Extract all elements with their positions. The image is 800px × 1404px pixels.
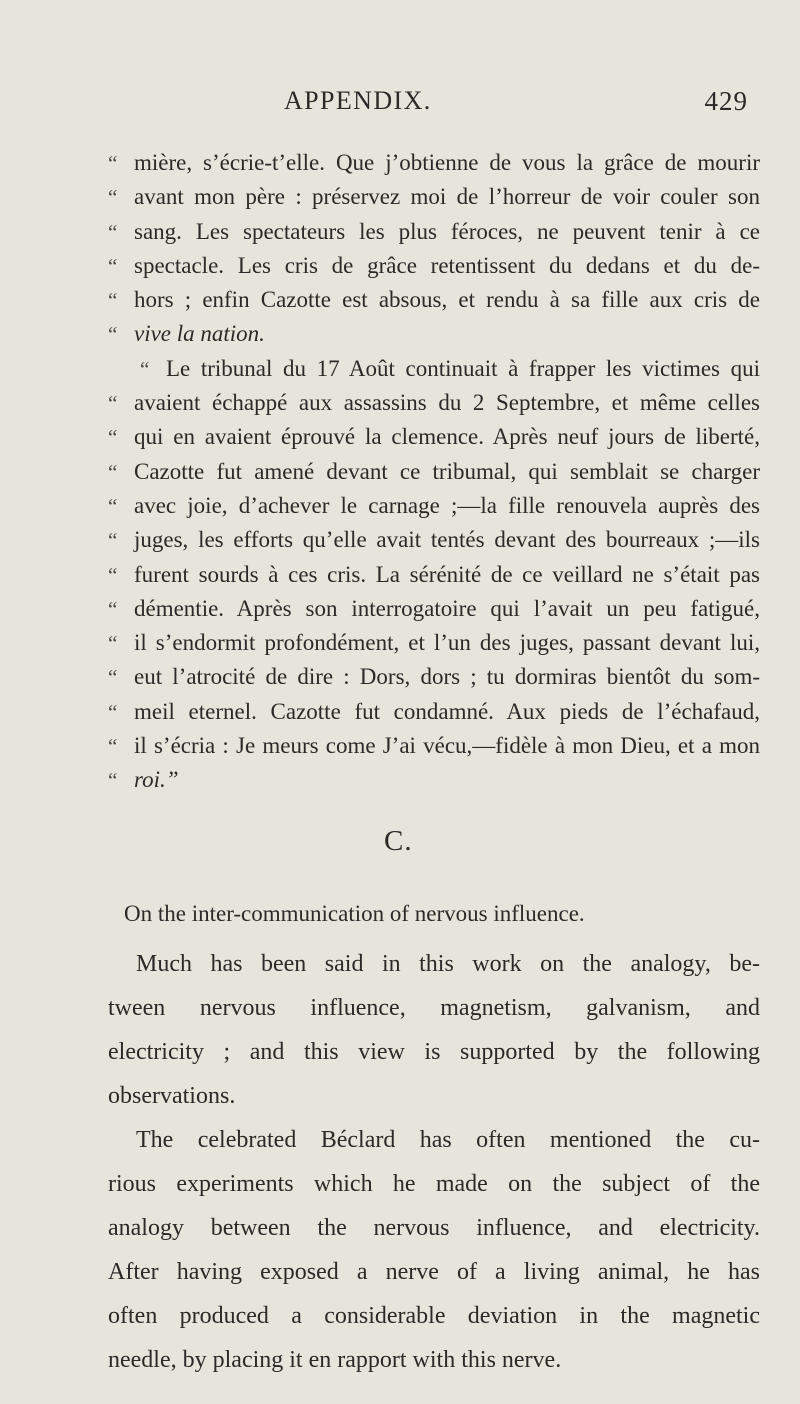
body-line: observations. <box>108 1083 236 1109</box>
quote-line-text: il s’endormit profondément, et l’un des juges, passant devant lui, <box>134 630 760 656</box>
running-title: APPENDIX. <box>284 86 432 115</box>
page-number: 429 <box>704 86 748 116</box>
quote-line <box>108 626 760 660</box>
quote-line-text: avant mon père : préservez moi de l’horreur de voir couler son <box>134 184 760 210</box>
quote-line <box>108 695 760 729</box>
quote-line <box>108 283 760 317</box>
quote-mark: “ <box>108 391 118 416</box>
quote-line <box>108 215 760 249</box>
quote-line <box>108 146 760 180</box>
body-line: electricity ; and this view is supported by the following <box>108 1039 760 1065</box>
quoted-french-passage <box>108 146 760 798</box>
quote-line <box>108 489 760 523</box>
quote-mark: “ <box>108 528 118 553</box>
body-text <box>108 942 760 1382</box>
quote-line <box>108 592 760 626</box>
quote-line <box>108 729 760 763</box>
quote-line-text: roi.” <box>134 767 179 793</box>
quote-mark: “ <box>108 425 118 450</box>
quote-line-text: mière, s’écrie-t’elle. Que j’obtienne de vous la grâce de mourir <box>134 150 760 175</box>
quote-mark: “ <box>140 356 150 381</box>
body-line: needle, by placing it en rapport with this nerve. <box>108 1347 562 1373</box>
quote-line <box>108 558 760 592</box>
quote-mark: “ <box>108 185 118 210</box>
body-line: The celebrated Béclard has often mentioned the cu- <box>136 1127 760 1153</box>
quote-line-text: démentie. Après son interrogatoire qui l’avait un peu fatigué, <box>134 595 760 621</box>
quote-mark: “ <box>108 322 118 347</box>
quote-line <box>108 660 760 694</box>
quote-line <box>108 386 760 420</box>
quote-line-text: qui en avaient éprouvé la clemence. Après neuf jours de liberté, <box>134 424 760 450</box>
quote-line-text: sang. Les spectateurs les plus féroces, ne peuvent tenir à ce <box>134 218 760 244</box>
body-line: rious experiments which he made on the subject of the <box>108 1171 760 1197</box>
quote-line-text: vive la nation. <box>134 321 265 347</box>
quote-line <box>108 180 760 214</box>
quote-line-text: hors ; enfin Cazotte est absous, et rendu à sa fille aux cris de <box>134 287 760 313</box>
quote-line <box>108 455 760 489</box>
quote-mark: “ <box>108 631 118 656</box>
quote-mark: “ <box>108 699 118 724</box>
quote-line-text: Cazotte fut amené devant ce tribumal, qui semblait se charger <box>134 458 760 484</box>
body-line: often produced a considerable deviation in the magnetic <box>108 1303 760 1329</box>
quote-line-text: furent sourds à ces cris. La sérénité de ce veillard ne s’était pas <box>134 561 760 587</box>
section-letter: C. <box>384 825 413 857</box>
quote-line-text: spectacle. Les cris de grâce retentissent du dedans et du de- <box>134 252 760 278</box>
body-line: analogy between the nervous influence, and electricity. <box>108 1215 760 1241</box>
running-head <box>108 86 748 126</box>
quote-line <box>108 249 760 283</box>
body-line: tween nervous influence, magnetism, galvanism, and <box>108 995 760 1021</box>
quote-line-text: avaient échappé aux assassins du 2 Septembre, et même celles <box>134 390 760 416</box>
quote-line-text: avec joie, d’achever le carnage ;—la fille renouvela auprès des <box>134 492 760 518</box>
quote-line-text: juges, les efforts qu’elle avait tentés devant des bourreaux ;—ils <box>134 527 760 553</box>
quote-mark: “ <box>108 459 118 484</box>
section-heading: On the inter-communication of nervous influence. <box>124 901 585 926</box>
quote-line-text: Le tribunal du 17 Août continuait à frapper les victimes qui <box>166 355 760 381</box>
quote-line <box>108 523 760 557</box>
quote-line <box>108 317 760 351</box>
quote-line <box>108 420 760 454</box>
quote-line <box>108 763 760 797</box>
quote-line <box>108 352 760 386</box>
quote-mark: “ <box>108 768 118 793</box>
quote-mark: “ <box>108 493 118 518</box>
body-line: Much has been said in this work on the analogy, be- <box>136 951 760 977</box>
body-line: After having exposed a nerve of a living animal, he has <box>108 1259 760 1285</box>
quote-mark: “ <box>108 288 118 313</box>
quote-line-text: meil eternel. Cazotte fut condamné. Aux pieds de l’échafaud, <box>134 698 760 724</box>
quote-mark: “ <box>108 665 118 690</box>
quote-mark: “ <box>108 253 118 278</box>
quote-mark: “ <box>108 734 118 759</box>
quote-mark: “ <box>108 151 118 175</box>
quote-mark: “ <box>108 596 118 621</box>
quote-line-text: il s’écria : Je meurs come J’ai vécu,—fidèle à mon Dieu, et a mon <box>134 733 760 759</box>
quote-mark: “ <box>108 562 118 587</box>
quote-line-text: eut l’atrocité de dire : Dors, dors ; tu dormiras bientôt du som- <box>134 664 760 690</box>
quote-mark: “ <box>108 219 118 244</box>
